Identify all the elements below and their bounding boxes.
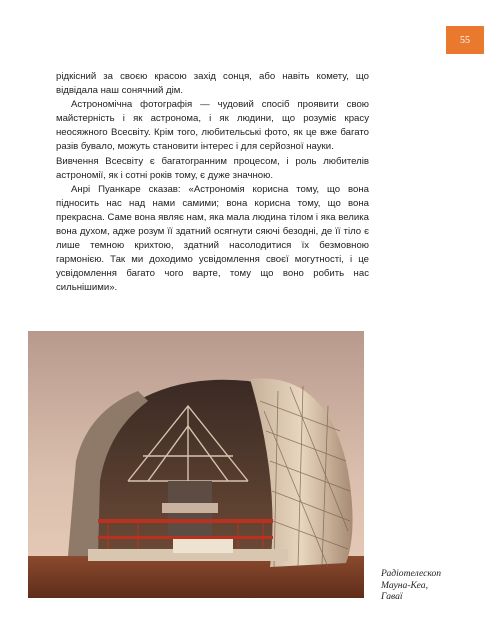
paragraph: Анрі Пуанкаре сказав: «Астрономія корисна тому, що вона підносить нас над нами самими; вона корисна тому, що вона прекрасна. Саме вона являє нам, яка мала людина тілом і яка велика вона духом, адже розум її здатний осягнути сяючі безодні, де її тіло є лише темною крихтою, здатний насолодитися їх безмовною гармонією. Так ми доходимо усвідомлення своєї могутності, і це усвідомлення багато чого варте, тому що воно робить нас сильнішими». [56, 183, 369, 294]
paragraph: Вивчення Всесвіту є багатогранним процесом, і роль любителів астрономії, як і сотні років тому, є дуже значною. [56, 155, 369, 181]
telescope-photo [28, 331, 364, 598]
body-text [56, 70, 369, 296]
caption-line: Радіотелескоп [381, 568, 442, 579]
caption-line: Гаваї [381, 591, 403, 602]
page-number-badge [446, 26, 484, 54]
photo-caption [381, 568, 481, 603]
caption-line: Мауна-Кеа, [381, 579, 428, 591]
paragraph: Астрономічна фотографія — чудовий спосіб проявити свою майстерність і як астронома, і як людини, що розуміє красу неосяжного Всесвіту. Крім того, любительські фото, як це вже багато разів бувало, можуть становити інтерес і для серйозної науки. [56, 99, 369, 153]
paragraph: рідкісний за своєю красою захід сонця, або навіть комету, що відвідала наш сонячний дім. [56, 71, 369, 97]
page-number: 55 [460, 34, 470, 46]
